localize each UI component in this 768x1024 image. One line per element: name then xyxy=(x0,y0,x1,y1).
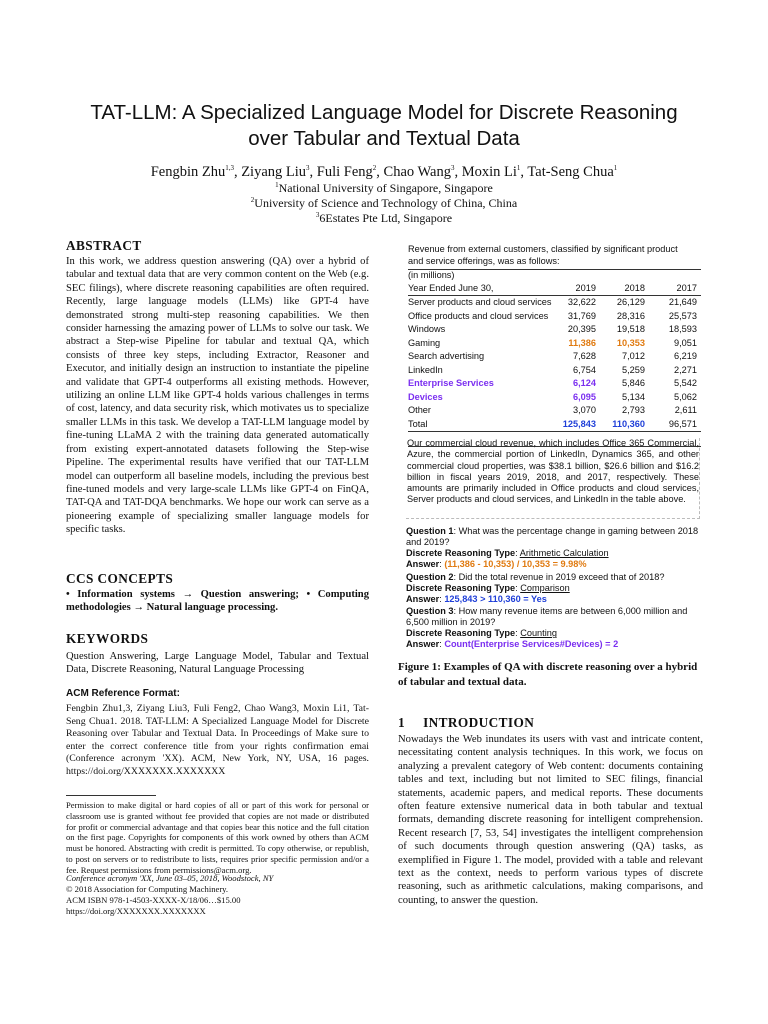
question-line xyxy=(406,526,704,548)
row-label: Other xyxy=(408,405,431,415)
table-row xyxy=(408,418,701,431)
row-value-2017: 2,271 xyxy=(674,364,697,375)
question-text: : What was the percentage change in gaming between 2018 and 2019? xyxy=(406,526,699,547)
author-affiliation-mark: 1 xyxy=(516,164,521,173)
footnote-divider xyxy=(66,795,156,796)
question-line xyxy=(406,572,704,583)
author-list: Fengbin Zhu$^{1,3}$, Ziyang Liu$^3$, Fuli Feng$^2$, Chao Wang$^3$, Moxin Li$^1$, Tat-Seng Chua$^1$ xyxy=(150,164,618,180)
reasoning-type-value: Comparison xyxy=(520,583,570,593)
row-label: LinkedIn xyxy=(408,364,443,375)
row-value-2018: 2,793 xyxy=(622,405,645,415)
affiliation-2: $^2$University of Science and Technology of China, China xyxy=(250,196,518,210)
header-2019: 2019 xyxy=(575,283,596,293)
answer-line: Answer: 125,843 > 110,360 = Yes xyxy=(406,594,547,604)
table-row xyxy=(408,364,701,377)
reasoning-type-label: Discrete Reasoning Type xyxy=(406,583,516,593)
row-value-2019: 6,095 xyxy=(573,391,596,402)
isbn-line: ACM ISBN 978-1-4503-XXXX-X/18/06…$15.00 xyxy=(66,895,241,905)
intro-text: Nowadays the Web inundates its users with vast and intricate content, necessitating content analysis techniques. In this work, we focus on analyzing a prevalent category of Web content: documents containing tables and text, including but not limited to SEC filings, financial statements, academic papers, and medical reports. These documents often feature extensive numerical data in both tabular and textual formats, demanding discrete reasoning for intelligent comprehension. Recent research [7, 53, 54] investigates the intelligent comprehension of such documents through question answering (QA) tasks, as exemplified in Figure 1. The model, provided with a table and relevant text as the context, needs to perform various types of discrete reasoning, such as arithmetic calculations, making comparisons, and counting, to answer the question. xyxy=(398,734,703,906)
row-value-2018: 28,316 xyxy=(616,310,645,321)
figure-1 xyxy=(400,240,704,653)
author-affiliation-mark: 2 xyxy=(372,164,377,173)
row-value-2018: 110,360 xyxy=(612,418,645,429)
row-value-2017: 21,649 xyxy=(668,297,697,307)
author-affiliation-mark: 1,3 xyxy=(225,164,234,173)
ccs-text: • Information systems → Question answering; • Computing methodologies → Natural language processing. xyxy=(66,589,369,614)
author-affiliation-mark: 3 xyxy=(450,164,455,173)
figure-caption: Figure 1: Examples of QA with discrete reasoning over a hybrid of tabular and textual data. xyxy=(398,661,698,688)
header-2018: 2018 xyxy=(624,283,645,293)
title-line-1: TAT-LLM: A Specialized Language Model for Discrete Reasoning xyxy=(90,101,678,124)
row-value-2019: 6,124 xyxy=(573,378,596,388)
table-row xyxy=(408,310,701,323)
qa-item xyxy=(406,572,704,605)
qa-item xyxy=(406,606,704,650)
reasoning-type-line: Discrete Reasoning Type: Arithmetic Calculation xyxy=(406,548,609,558)
table-caption-line-2: and service offerings, was as follows: xyxy=(408,256,560,266)
row-value-2019: 7,628 xyxy=(573,351,596,361)
table-row xyxy=(408,350,701,363)
row-value-2017: 18,593 xyxy=(668,324,697,334)
row-label: Devices xyxy=(408,391,443,402)
question-text: : How many revenue items are between 6,000 million and 6,500 million in 2019? xyxy=(406,606,688,627)
table-caption-line-1: Revenue from external customers, classified by significant product xyxy=(408,244,678,254)
affiliation-3: $^3$6Estates Pte Ltd, Singapore xyxy=(315,211,453,225)
row-value-2017: 2,611 xyxy=(674,405,697,415)
row-value-2017: 9,051 xyxy=(674,337,697,348)
row-value-2019: 32,622 xyxy=(567,297,596,307)
table-row xyxy=(408,404,701,417)
row-value-2017: 5,062 xyxy=(674,391,697,402)
row-value-2018: 5,259 xyxy=(622,364,645,375)
author-name: Fuli Feng xyxy=(316,164,373,180)
abstract-heading: ABSTRACT xyxy=(66,238,142,253)
question-label: Question 1 xyxy=(406,526,454,536)
qa-item xyxy=(406,526,704,570)
permission-notice: Permission to make digital or hard copies of all or part of this work for personal or classroom use is granted without fee provided that copies are not made or distributed for profit or commercial advantage and that copies bear this notice and the full citation on the first page. Copyrights for components of this work owned by others than ACM must be honored. Abstracting with credit is permitted. To copy otherwise, or republish, to post on servers or to redistribute to lists, requires prior specific permission and/or a fee. Request permissions from permissions@acm.org. xyxy=(66,800,369,875)
title-line-2: over Tabular and Textual Data xyxy=(248,127,520,150)
reasoning-type-label: Discrete Reasoning Type xyxy=(406,548,516,558)
table-row xyxy=(408,377,701,390)
row-value-2019: 11,386 xyxy=(568,337,596,348)
copyright-line: © 2018 Association for Computing Machinery. xyxy=(66,884,229,894)
answer-value: (11,386 - 10,353) / 10,353 = 9.98% xyxy=(444,559,587,569)
row-label: Search advertising xyxy=(408,351,485,361)
acm-ref-text: Fengbin Zhu1,3, Ziyang Liu3, Fuli Feng2, Chao Wang3, Moxin Li1, Tat-Seng Chua1. 2018. TAT-LLM: A Specialized Language Model for Discrete Reasoning over Tabular and Textual Data. In Proceedings of Make sure to enter the correct conference title from your rights confirmation emai (Conference acronym 'XX). ACM, New York, NY, USA, 16 pages. https://doi.org/XXXXXXX.XXXXXXX xyxy=(66,703,369,777)
reasoning-type-line: Discrete Reasoning Type: Counting xyxy=(406,628,557,638)
answer-line: Answer: (11,386 - 10,353) / 10,353 = 9.98% xyxy=(406,559,587,569)
answer-value: Count(Enterprise Services#Devices) = 2 xyxy=(444,639,619,649)
header-label: Year Ended June 30, xyxy=(408,283,494,293)
row-value-2017: 25,573 xyxy=(668,310,697,321)
answer-line: Answer: Count(Enterprise Services#Devices) = 2 xyxy=(406,639,619,649)
row-value-2019: 125,843 xyxy=(562,418,596,429)
reasoning-type-value: Arithmetic Calculation xyxy=(519,548,609,558)
author-name: Fengbin Zhu xyxy=(150,164,226,180)
author-affiliation-mark: 1 xyxy=(613,164,618,173)
row-label: Enterprise Services xyxy=(408,378,494,388)
reasoning-type-value: Counting xyxy=(520,628,557,638)
answer-label: Answer xyxy=(406,594,440,604)
row-value-2018: 19,518 xyxy=(616,324,645,334)
table-unit: (in millions) xyxy=(408,270,455,280)
answer-label: Answer xyxy=(406,639,440,649)
table-rule-total xyxy=(408,431,701,432)
answer-value: 125,843 > 110,360 = Yes xyxy=(444,594,547,604)
row-value-2019: 20,395 xyxy=(567,324,596,334)
row-value-2017: 6,219 xyxy=(674,351,697,361)
intro-heading: 1 INTRODUCTION xyxy=(398,715,535,730)
row-value-2017: 96,571 xyxy=(668,418,697,429)
row-label: Total xyxy=(408,418,428,429)
context-paragraph: Our commercial cloud revenue, which includes Office 365 Commercial, Azure, the commercial portion of LinkedIn, Dynamics 365, and other commercial cloud properties, was $38.1 billion, $26.6 billion and $16.2 billion in fiscal years 2019, 2018, and 2017, respectively. These amounts are primarily included in Office products and cloud services, Server products and cloud services, and LinkedIn in the table above. xyxy=(407,438,699,505)
author-name: Tat-Seng Chua xyxy=(527,164,614,180)
question-line xyxy=(406,606,704,628)
ccs-heading: CCS CONCEPTS xyxy=(66,571,174,586)
keywords-text: Question Answering, Large Language Model, Tabular and Textual Data, Discrete Reasoning, Natural Language Processing xyxy=(66,651,369,676)
question-label: Question 2 xyxy=(406,572,454,582)
answer-label: Answer xyxy=(406,559,440,569)
table-row xyxy=(408,323,701,336)
table-row xyxy=(408,337,701,350)
doi-line: https://doi.org/XXXXXXX.XXXXXXX xyxy=(66,906,206,916)
author-name: Ziyang Liu xyxy=(241,164,307,180)
question-label: Question 3 xyxy=(406,606,454,616)
row-label: Windows xyxy=(408,324,446,334)
row-value-2018: 10,353 xyxy=(616,337,645,348)
row-value-2018: 5,134 xyxy=(622,391,645,402)
reasoning-type-line: Discrete Reasoning Type: Comparison xyxy=(406,583,570,593)
row-value-2018: 26,129 xyxy=(616,297,645,307)
row-value-2019: 6,754 xyxy=(573,364,596,375)
table-row xyxy=(408,391,701,404)
row-value-2019: 31,769 xyxy=(567,310,596,321)
row-label: Office products and cloud services xyxy=(408,310,549,321)
paper-title xyxy=(40,100,728,152)
row-label: Gaming xyxy=(408,337,441,348)
conference-line: Conference acronym 'XX, June 03–05, 2018, Woodstock, NY xyxy=(66,873,274,883)
row-label: Server products and cloud services xyxy=(408,297,552,307)
reasoning-type-label: Discrete Reasoning Type xyxy=(406,628,516,638)
abstract-text: In this work, we address question answering (QA) over a hybrid of tabular and textual data that are very common content on the Web (e.g. SEC filings), where discrete reasoning capabilities are often required. Recently, large language models (LLMs) like GPT-4 have demonstrated strong multi-step reasoning capabilities. We then consider harnessing the amazing power of LLMs to solve our task. We abstract a Step-wise Pipeline for tabular and textual QA, which consists of three key steps, including Extractor, Reasoner and Executor, and initially design an instruction to instantiate the pipeline and validate that GPT-4 outperforms all existing methods. However, utilizing an online LLM like GPT-4 holds various challenges in terms of cost, latency, and data security risk, which motivates us to specialize smaller LLMs in this task. We develop a TAT-LLM language model by fine-tuning LLaMA 2 with the training data generated automatically from existing expert-annotated datasets following the Step-wise Pipeline. The experimental results have verified that our TAT-LLM model can outperform all baseline models, including the previous best fine-tuned models and very large-scale LLMs like GPT-4 on FinQA, TAT-QA and TAT-DQA benchmarks. We hope our work can serve as a pioneering example of specializing smaller language models for specific tasks. xyxy=(66,256,369,536)
row-value-2019: 3,070 xyxy=(573,405,596,415)
author-name: Chao Wang xyxy=(383,164,451,180)
row-value-2018: 7,012 xyxy=(622,351,645,361)
table-row xyxy=(408,296,701,309)
row-value-2018: 5,846 xyxy=(622,378,645,388)
header-2017: 2017 xyxy=(676,283,697,293)
acm-ref-heading: ACM Reference Format: xyxy=(66,688,180,699)
question-text: : Did the total revenue in 2019 exceed that of 2018? xyxy=(453,572,665,582)
table-header-row xyxy=(408,282,701,295)
author-affiliation-mark: 3 xyxy=(306,164,310,173)
keywords-heading: KEYWORDS xyxy=(66,631,149,646)
row-value-2017: 5,542 xyxy=(674,378,697,388)
author-name: Moxin Li xyxy=(461,164,517,180)
affiliation-1: $^1$National University of Singapore, Singapore xyxy=(275,181,493,195)
